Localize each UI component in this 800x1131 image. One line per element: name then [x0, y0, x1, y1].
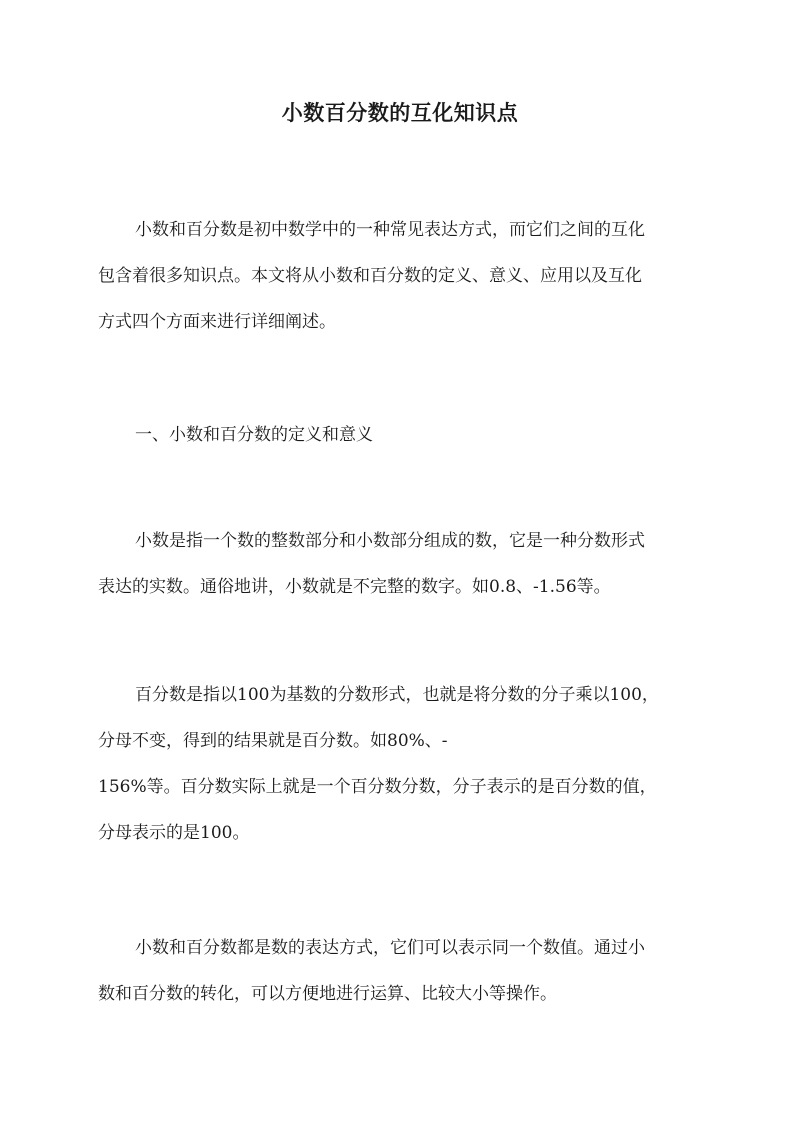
- paragraph-line: 数和百分数的转化，可以方便地进行运算、比较大小等操作。: [98, 984, 557, 1004]
- paragraph-line: 小数和百分数都是数的表达方式，它们可以表示同一个数值。通过小: [135, 938, 645, 958]
- paragraph-line: 包含着很多知识点。本文将从小数和百分数的定义、意义、应用以及互化: [98, 266, 642, 286]
- intro-paragraph: [98, 207, 704, 345]
- paragraph-line: 小数和百分数是初中数学中的一种常见表达方式，而它们之间的互化: [135, 220, 645, 240]
- paragraph-line: 分母表示的是100。: [98, 823, 250, 843]
- comparison-paragraph: [98, 925, 704, 1017]
- percent-definition-paragraph: [98, 672, 704, 856]
- paragraph-line: 小数是指一个数的整数部分和小数部分组成的数，它是一种分数形式: [135, 531, 645, 551]
- paragraph-line: 分母不变，得到的结果就是百分数。如80%、-: [98, 731, 448, 751]
- paragraph-line: 156%等。百分数实际上就是一个百分数分数，分子表示的是百分数的值，: [98, 777, 657, 797]
- document-title: 小数百分数的互化知识点: [281, 100, 519, 125]
- section-heading: [98, 412, 704, 458]
- paragraph-line: 方式四个方面来进行详细阐述。: [98, 312, 336, 332]
- paragraph-line: 表达的实数。通俗地讲，小数就是不完整的数字。如0.8、-1.56等。: [98, 577, 611, 597]
- paragraph-line: 百分数是指以100为基数的分数形式，也就是将分数的分子乘以100，: [135, 685, 659, 705]
- section-heading-text: 一、小数和百分数的定义和意义: [135, 425, 373, 445]
- decimal-definition-paragraph: [98, 518, 704, 610]
